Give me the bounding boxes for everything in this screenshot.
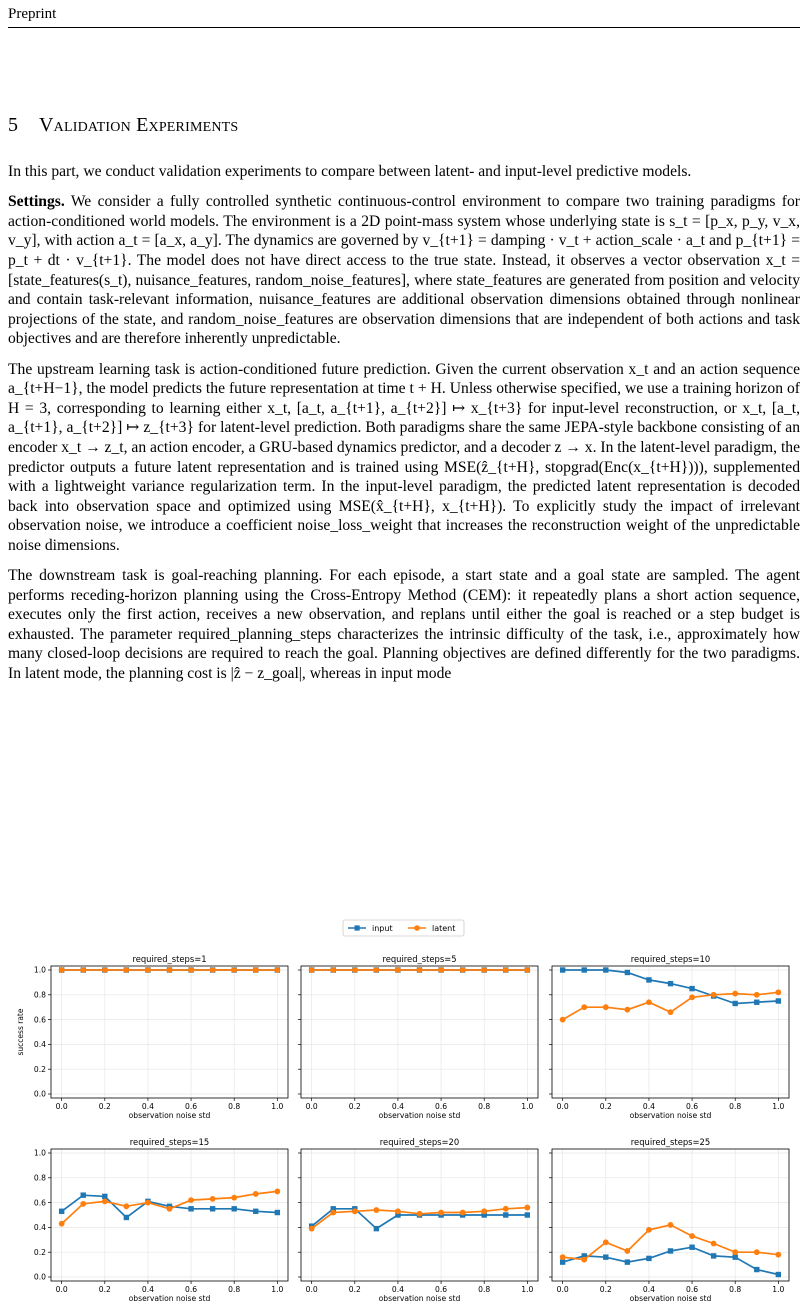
data-point-latent	[503, 1206, 509, 1212]
x-tick-label: 0.6	[185, 1102, 198, 1111]
data-point-input	[603, 1254, 608, 1259]
data-point-latent	[603, 1239, 609, 1245]
legend-marker-input	[355, 925, 360, 930]
data-point-latent	[460, 1210, 466, 1216]
data-point-input	[253, 1209, 258, 1214]
data-point-latent	[624, 1248, 630, 1254]
data-point-latent	[775, 989, 781, 995]
x-tick-label: 0.4	[642, 1102, 655, 1111]
data-point-input	[711, 1253, 716, 1258]
header-rule	[8, 27, 800, 28]
data-point-input	[646, 977, 651, 982]
x-tick-label: 0.2	[98, 1285, 111, 1294]
data-point-latent	[711, 1241, 717, 1247]
data-point-latent	[524, 967, 530, 973]
x-tick-label: 0.2	[348, 1285, 361, 1294]
data-point-latent	[417, 1211, 423, 1217]
data-point-latent	[352, 967, 358, 973]
results-figure	[0, 916, 808, 1313]
data-point-latent	[395, 967, 401, 973]
data-point-latent	[524, 1205, 530, 1211]
section-title-text: Validation Experiments	[39, 114, 239, 136]
x-tick-label: 0.8	[478, 1285, 491, 1294]
data-point-latent	[395, 1208, 401, 1214]
data-point-input	[754, 1000, 759, 1005]
y-tick-label: 1.0	[33, 965, 46, 975]
data-point-input	[668, 1248, 673, 1253]
data-point-input	[733, 1001, 738, 1006]
data-point-input	[275, 1210, 280, 1215]
panel-title: required_steps=25	[630, 1137, 711, 1147]
data-point-input	[560, 1259, 565, 1264]
y-tick-label: 0.4	[33, 1040, 46, 1050]
data-point-latent	[754, 992, 760, 998]
data-point-input	[776, 998, 781, 1003]
x-tick-label: 0.2	[348, 1102, 361, 1111]
legend-label-latent: latent	[432, 924, 456, 933]
data-point-latent	[373, 967, 379, 973]
data-point-latent	[560, 1017, 566, 1023]
data-point-input	[603, 967, 608, 972]
data-point-latent	[309, 967, 315, 973]
x-tick-label: 0.4	[141, 1102, 154, 1111]
data-point-latent	[624, 1007, 630, 1013]
data-point-input	[374, 1226, 379, 1231]
data-point-latent	[560, 1254, 566, 1260]
x-tick-label: 0.6	[185, 1285, 198, 1294]
x-tick-label: 0.6	[435, 1285, 448, 1294]
x-tick-label: 1.0	[772, 1285, 785, 1294]
data-point-latent	[732, 991, 738, 997]
x-tick-label: 1.0	[271, 1102, 284, 1111]
panel-title: required_steps=1	[132, 954, 207, 964]
x-tick-label: 0.0	[305, 1285, 318, 1294]
data-point-latent	[231, 967, 237, 973]
data-point-input	[689, 986, 694, 991]
x-tick-label: 0.0	[556, 1285, 569, 1294]
y-tick-label: 0.6	[33, 1015, 46, 1025]
data-point-input	[733, 1254, 738, 1259]
y-tick-label: 0.0	[33, 1272, 46, 1282]
x-tick-label: 1.0	[521, 1285, 534, 1294]
data-point-latent	[253, 1191, 259, 1197]
paragraph-upstream: The upstream learning task is action-conditioned future prediction. Given the current observation x_t and an action sequence a_{t+H−1}, the model predicts the future representation at time t + H. Unless otherwise specified, we use a training horizon of H = 3, corresponding to learning either x_t, [a_t, a_{t+1}, a_{t+2}] ↦ x_{t+3} for input-level reconstruction, or x_t, [a_t, a_{t+1}, a_{t+2}] ↦ z_{t+3} for latent-level prediction. Both paradigms share the same JEPA-style backbone consisting of an encoder x_t → z_t, an action encoder, a GRU-based dynamics predictor, and a decoder z → x. In the latent-level paradigm, the predictor outputs a future latent representation and is trained using MSE(ẑ_{t+H}, stopgrad(Enc(x_{t+H}))), supplemented with a lightweight variance regularization term. In the input-level paradigm, the predicted latent representation is decoded back into observation space and optimized using MSE(x̂_{t+H}, x_{t+H}). To explicitly study the impact of irrelevant observation noise, we introduce a coefficient noise_loss_weight that increases the reconstruction weight of the unpredictable noise dimensions.	[8, 360, 800, 554]
x-tick-label: 1.0	[521, 1102, 534, 1111]
data-point-latent	[188, 1197, 194, 1203]
data-point-input	[582, 967, 587, 972]
data-point-input	[210, 1206, 215, 1211]
settings-body: We consider a fully controlled synthetic continuous-control environment to compare two training paradigms for action-conditioned world models. The environment is a 2D point-mass system whose underlying state is s_t = [p_x, p_y, v_x, v_y], with action a_t = [a_x, a_y]. The dynamics are governed by v_{t+1} = damping · v_t + action_scale · a_t and p_{t+1} = p_t + dt · v_{t+1}. The model does not have direct access to the true state. Instead, it observes a vector observation x_t = [state_features(s_t), nuisance_features, random_noise_features], where state_features are generated from position and velocity and contain task-relevant information, nuisance_features are additional observation dimensions obtained through nonlinear projections of the state, and random_noise_features are observation dimensions that are independent of both actions and task objectives and are therefore inherently unpredictable.	[8, 193, 800, 348]
data-point-latent	[80, 1201, 86, 1207]
data-point-input	[625, 970, 630, 975]
y-tick-label: 0.2	[33, 1064, 46, 1074]
section-number: 5	[8, 114, 19, 136]
data-point-latent	[167, 967, 173, 973]
series-line-latent	[563, 1225, 779, 1260]
data-point-latent	[668, 1222, 674, 1228]
data-point-latent	[503, 967, 509, 973]
panel-title: required_steps=15	[129, 1137, 210, 1147]
data-point-latent	[253, 967, 259, 973]
data-point-latent	[59, 1221, 65, 1227]
data-point-latent	[373, 1207, 379, 1213]
data-point-latent	[210, 1196, 216, 1202]
data-point-latent	[581, 1004, 587, 1010]
x-tick-label: 0.2	[98, 1102, 111, 1111]
x-tick-label: 0.6	[435, 1102, 448, 1111]
paragraph-intro: In this part, we conduct validation experiments to compare between latent- and input-level predictive models.	[8, 163, 692, 180]
data-point-input	[646, 1256, 651, 1261]
legend-marker-latent	[414, 925, 420, 931]
data-point-input	[188, 1206, 193, 1211]
data-point-latent	[145, 967, 151, 973]
data-point-latent	[330, 967, 336, 973]
data-point-latent	[646, 999, 652, 1005]
y-tick-label: 0.8	[33, 990, 46, 1000]
data-point-latent	[59, 967, 65, 973]
data-point-input	[625, 1259, 630, 1264]
x-tick-label: 0.8	[478, 1102, 491, 1111]
panel-frame	[552, 1149, 789, 1281]
panel-title: required_steps=5	[382, 954, 457, 964]
y-tick-label: 0.4	[33, 1223, 46, 1233]
y-tick-label: 0.0	[33, 1089, 46, 1099]
settings-label: Settings.	[8, 193, 65, 211]
data-point-latent	[352, 1208, 358, 1214]
x-tick-label: 0.0	[556, 1102, 569, 1111]
panel-frame	[301, 966, 538, 1098]
legend-label-input: input	[372, 924, 393, 933]
data-point-latent	[309, 1226, 315, 1232]
x-tick-label: 1.0	[271, 1285, 284, 1294]
data-point-latent	[274, 1189, 280, 1195]
data-point-latent	[123, 1203, 129, 1209]
data-point-latent	[481, 1208, 487, 1214]
panel-frame	[51, 1149, 288, 1281]
data-point-latent	[732, 1249, 738, 1255]
data-point-input	[81, 1192, 86, 1197]
series-line-latent	[563, 992, 779, 1019]
data-point-latent	[438, 1210, 444, 1216]
data-point-latent	[167, 1206, 173, 1212]
data-point-input	[689, 1245, 694, 1250]
data-point-latent	[188, 967, 194, 973]
data-point-latent	[417, 967, 423, 973]
x-tick-label: 0.2	[599, 1102, 612, 1111]
data-point-latent	[581, 1257, 587, 1263]
x-axis-label: observation noise std	[629, 1111, 712, 1120]
x-tick-label: 0.8	[729, 1102, 742, 1111]
body-text	[8, 162, 800, 694]
panel-title: required_steps=10	[630, 954, 711, 964]
y-axis-label: success rate	[16, 1008, 25, 1056]
series-line-input	[563, 970, 779, 1004]
x-tick-label: 0.6	[686, 1102, 699, 1111]
running-head: Preprint	[8, 6, 57, 22]
data-point-latent	[123, 967, 129, 973]
data-point-latent	[102, 1198, 108, 1204]
x-tick-label: 0.4	[391, 1102, 404, 1111]
data-point-input	[59, 1209, 64, 1214]
data-point-latent	[689, 1233, 695, 1239]
data-point-latent	[210, 967, 216, 973]
data-point-latent	[102, 967, 108, 973]
x-tick-label: 0.8	[729, 1285, 742, 1294]
x-tick-label: 0.0	[305, 1102, 318, 1111]
data-point-latent	[754, 1249, 760, 1255]
x-axis-label: observation noise std	[128, 1111, 211, 1120]
x-tick-label: 0.4	[391, 1285, 404, 1294]
data-point-input	[102, 1194, 107, 1199]
data-point-input	[525, 1212, 530, 1217]
x-tick-label: 0.4	[642, 1285, 655, 1294]
data-point-input	[503, 1212, 508, 1217]
x-axis-label: observation noise std	[128, 1294, 211, 1303]
panel-frame	[51, 966, 288, 1098]
data-point-latent	[274, 967, 280, 973]
data-point-latent	[689, 994, 695, 1000]
data-point-latent	[231, 1195, 237, 1201]
x-axis-label: observation noise std	[378, 1294, 461, 1303]
x-axis-label: observation noise std	[629, 1294, 712, 1303]
y-tick-label: 0.2	[33, 1247, 46, 1257]
x-tick-label: 0.4	[141, 1285, 154, 1294]
x-tick-label: 0.8	[228, 1285, 241, 1294]
series-line-latent	[312, 1208, 528, 1229]
data-point-latent	[481, 967, 487, 973]
data-point-latent	[460, 967, 466, 973]
data-point-latent	[775, 1252, 781, 1258]
data-point-latent	[145, 1200, 151, 1206]
y-tick-label: 1.0	[33, 1148, 46, 1158]
data-point-input	[668, 981, 673, 986]
x-tick-label: 1.0	[772, 1102, 785, 1111]
x-axis-label: observation noise std	[378, 1111, 461, 1120]
data-point-latent	[603, 1004, 609, 1010]
y-tick-label: 0.8	[33, 1173, 46, 1183]
data-point-input	[754, 1267, 759, 1272]
data-point-latent	[646, 1227, 652, 1233]
section-heading	[8, 114, 238, 137]
x-tick-label: 0.6	[686, 1285, 699, 1294]
data-point-latent	[438, 967, 444, 973]
panel-title: required_steps=20	[379, 1137, 460, 1147]
data-point-latent	[330, 1210, 336, 1216]
data-point-latent	[711, 992, 717, 998]
x-tick-label: 0.2	[599, 1285, 612, 1294]
data-point-input	[776, 1272, 781, 1277]
paragraph-downstream: The downstream task is goal-reaching planning. For each episode, a start state and a goal state are sampled. The agent performs receding-horizon planning using the Cross-Entropy Method (CEM): it repeatedly plans a short action sequence, executes only the first action, receives a new observation, and replans until either the goal is reached or a step budget is exhausted. The parameter required_planning_steps characterizes the intrinsic difficulty of the task, i.e., approximately how many closed-loop decisions are required to reach the goal. Planning objectives are defined differently for the two paradigms. In latent mode, the planning cost is |ẑ − z_goal|, whereas in input mode	[8, 567, 800, 683]
x-tick-label: 0.8	[228, 1102, 241, 1111]
x-tick-label: 0.0	[55, 1102, 68, 1111]
y-tick-label: 0.6	[33, 1198, 46, 1208]
data-point-input	[232, 1206, 237, 1211]
data-point-input	[124, 1215, 129, 1220]
data-point-input	[560, 967, 565, 972]
data-point-latent	[668, 1009, 674, 1015]
paragraph-settings	[8, 192, 800, 349]
x-tick-label: 0.0	[55, 1285, 68, 1294]
data-point-latent	[80, 967, 86, 973]
